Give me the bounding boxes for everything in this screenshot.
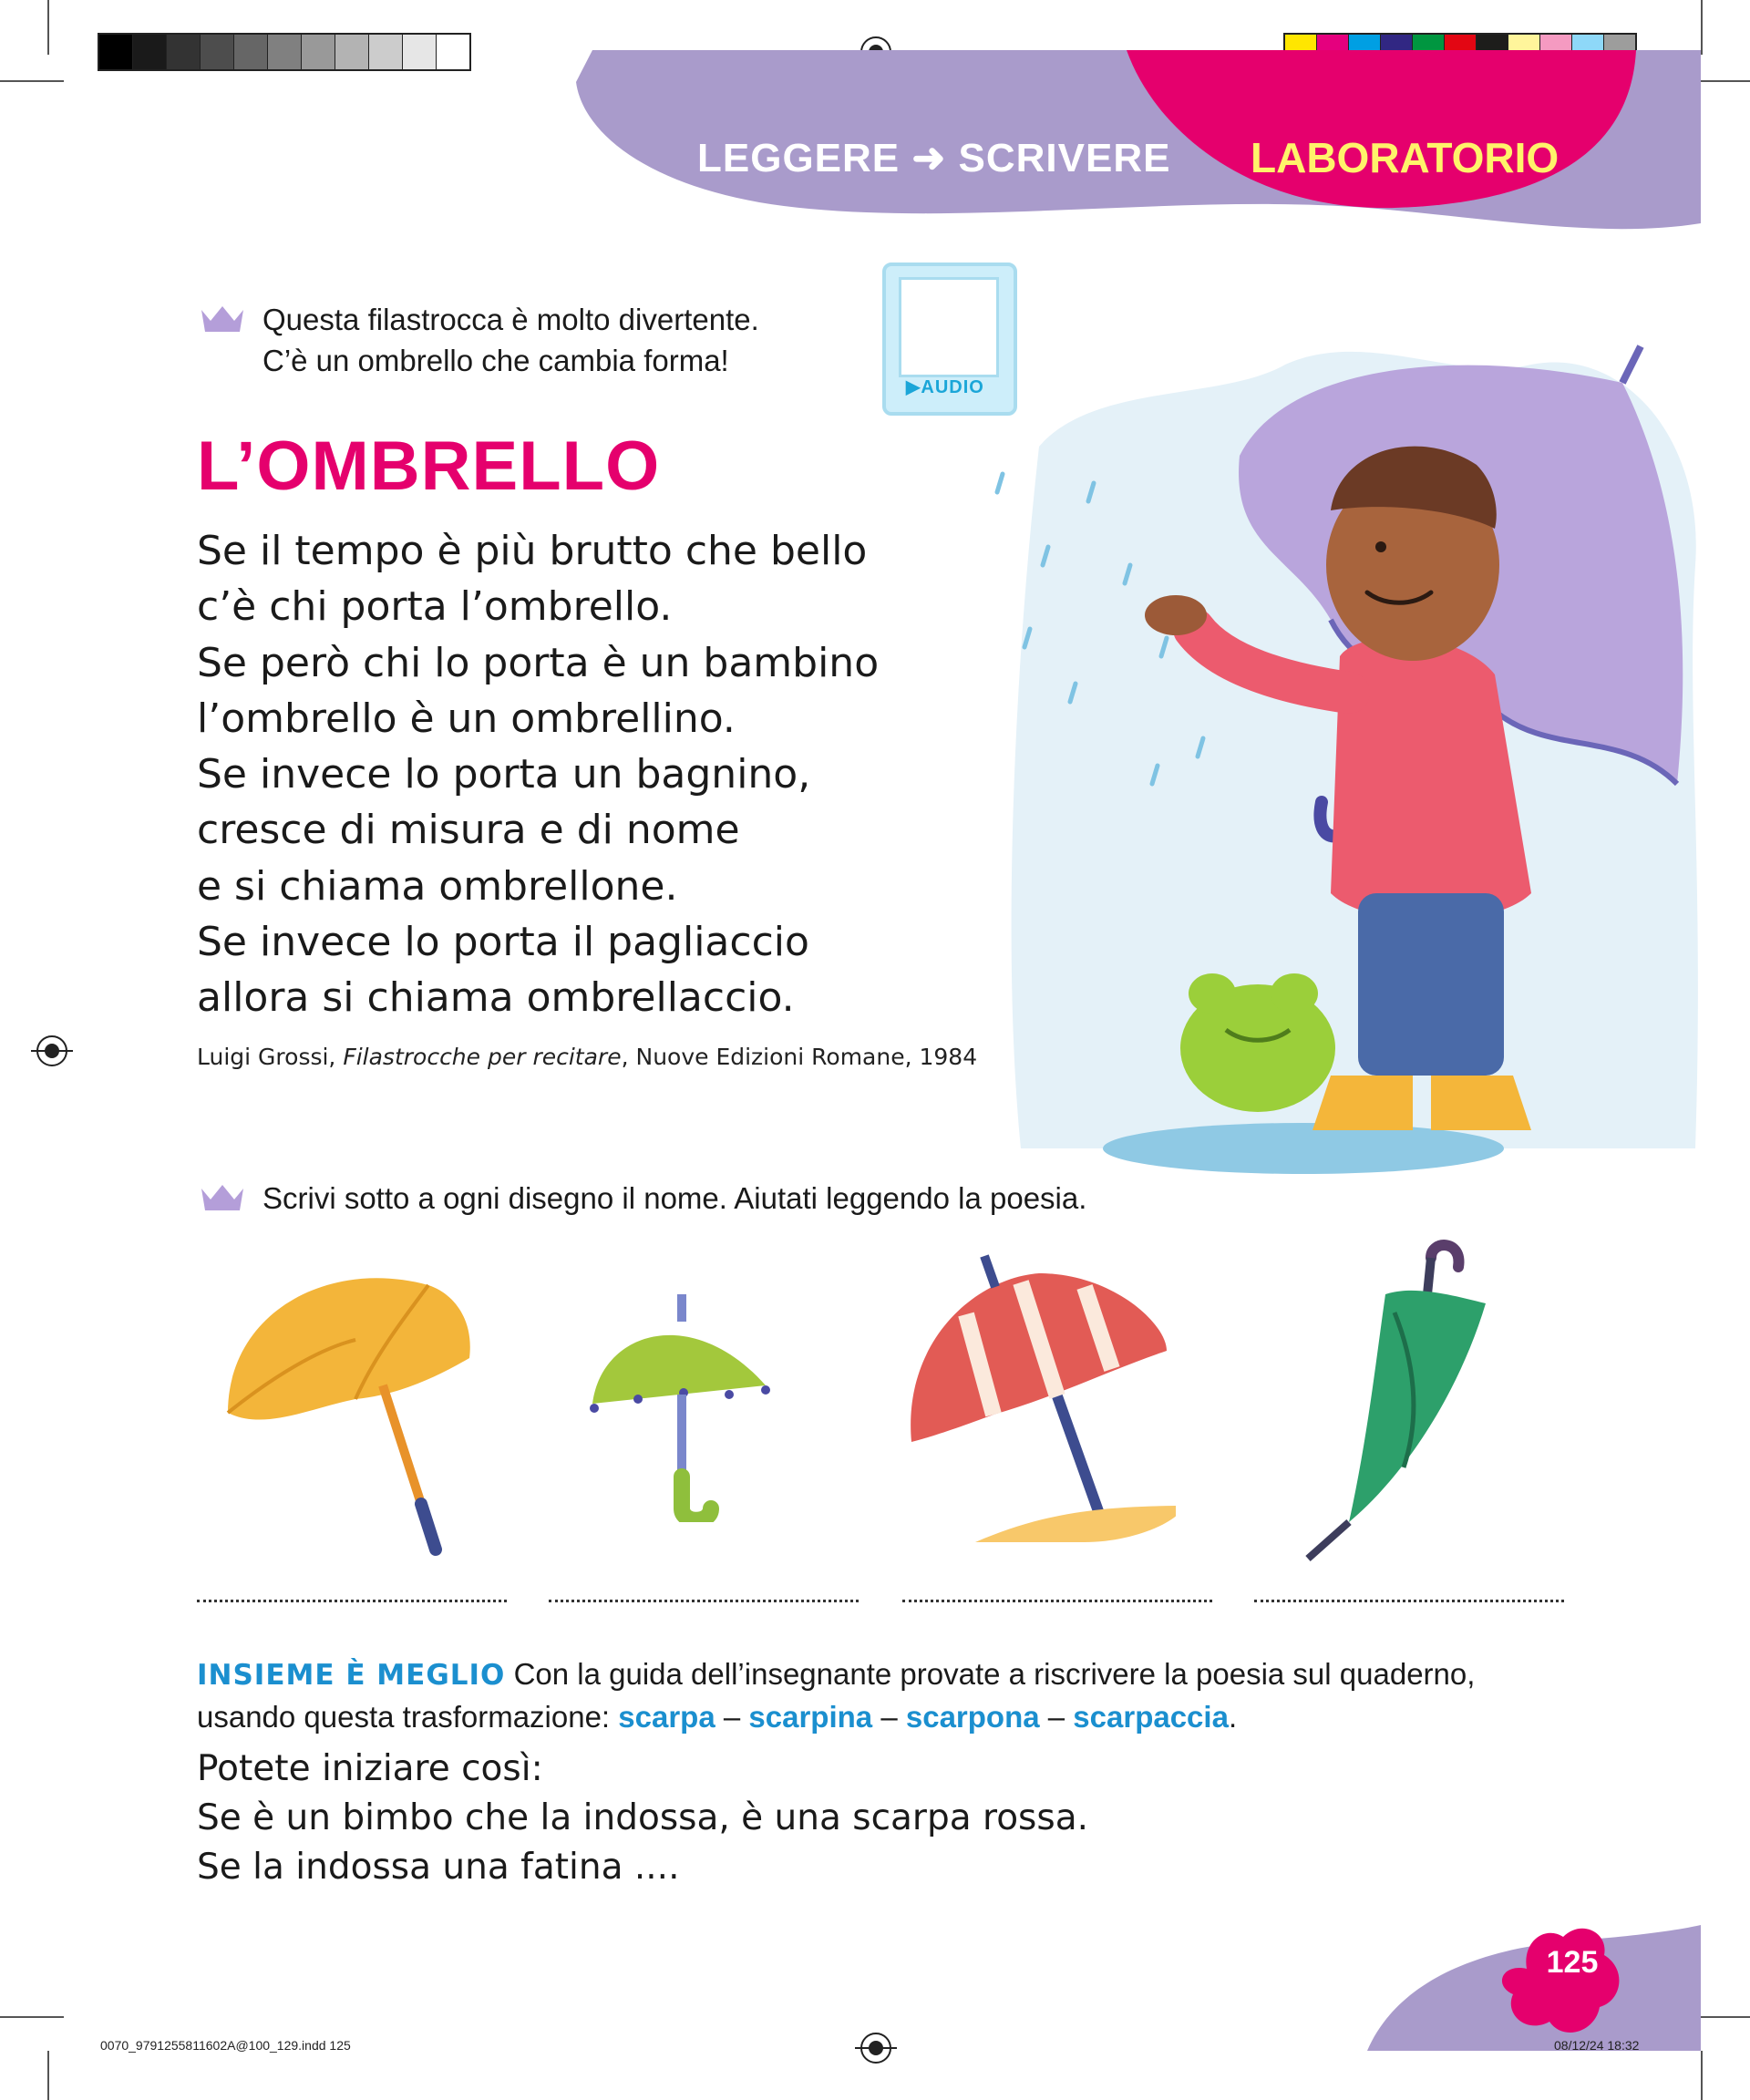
poem-line: e si chiama ombrellone. — [197, 862, 678, 910]
poem-line: Se il tempo è più brutto che bello — [197, 528, 868, 574]
date-slug: 08/12/24 18:32 — [1554, 2038, 1640, 2053]
answer-line-1[interactable] — [197, 1600, 507, 1602]
file-slug: 0070_9791255811602A@100_129.indd 125 — [100, 2038, 351, 2053]
poem-body — [197, 523, 1017, 1026]
insieme-paragraph: INSIEME È MEGLIO Con la guida dell’insegnante provate a riscrivere la poesia sul quaderno, usando questa trasformazione: scarpa – scarpina – scarpona – scarpaccia. — [197, 1657, 1476, 1734]
header-band — [0, 0, 1750, 246]
poem-title: L’OMBRELLO — [197, 427, 661, 505]
poem-line: Se però chi lo porta è un bambino — [197, 639, 880, 686]
registration-mark — [36, 1035, 67, 1066]
poem-line: l’ombrello è un ombrellino. — [197, 695, 736, 742]
crown-icon — [199, 1181, 246, 1214]
poem-line: c’è chi porta l’ombrello. — [197, 583, 673, 631]
crown-icon — [199, 303, 246, 335]
answer-line-3[interactable] — [902, 1600, 1212, 1602]
answer-line-4[interactable] — [1254, 1600, 1564, 1602]
exercise-instruction: Scrivi sotto a ogni disegno il nome. Aiutati leggendo la poesia. — [262, 1181, 1087, 1215]
laboratorio-label: LABORATORIO — [1251, 134, 1560, 181]
umbrella-icon — [219, 1240, 492, 1568]
beach-umbrella-icon — [902, 1251, 1176, 1551]
closed-umbrella-icon — [1294, 1230, 1504, 1568]
poem-line: Se invece lo porta un bagnino, — [197, 751, 811, 798]
poem-line: cresce di misura e di nome — [197, 807, 740, 854]
child-umbrella-illustration — [984, 328, 1714, 1185]
intro-text: Questa filastrocca è molto divertente. C’è un ombrello che cambia forma! — [262, 303, 759, 377]
crop-mark — [0, 2016, 64, 2018]
answer-line-2[interactable] — [549, 1600, 859, 1602]
crop-mark — [1701, 2051, 1703, 2100]
crop-mark — [47, 2051, 49, 2100]
poem-line: allora si chiama ombrellaccio. — [197, 974, 795, 1022]
page-number: 125 — [1546, 1945, 1599, 1980]
arrow-right-icon: ➜ — [911, 136, 947, 180]
audio-label: ▶AUDIO — [906, 377, 984, 397]
registration-mark — [860, 2033, 891, 2064]
insieme-keyword: INSIEME È MEGLIO — [197, 1659, 506, 1692]
small-umbrella-icon — [583, 1285, 784, 1522]
poem-line: Se invece lo porta il pagliaccio — [197, 919, 809, 966]
poem-source: Luigi Grossi, Filastrocche per recitare, Nuove Edizioni Romane, 1984 — [197, 1044, 978, 1070]
section-label: LEGGERE ➜ SCRIVERE — [697, 136, 1171, 180]
start-example: Potete iniziare così: Se è un bimbo che la indossa, è una scarpa rossa. Se la indossa una fatina .... — [197, 1748, 1088, 1888]
